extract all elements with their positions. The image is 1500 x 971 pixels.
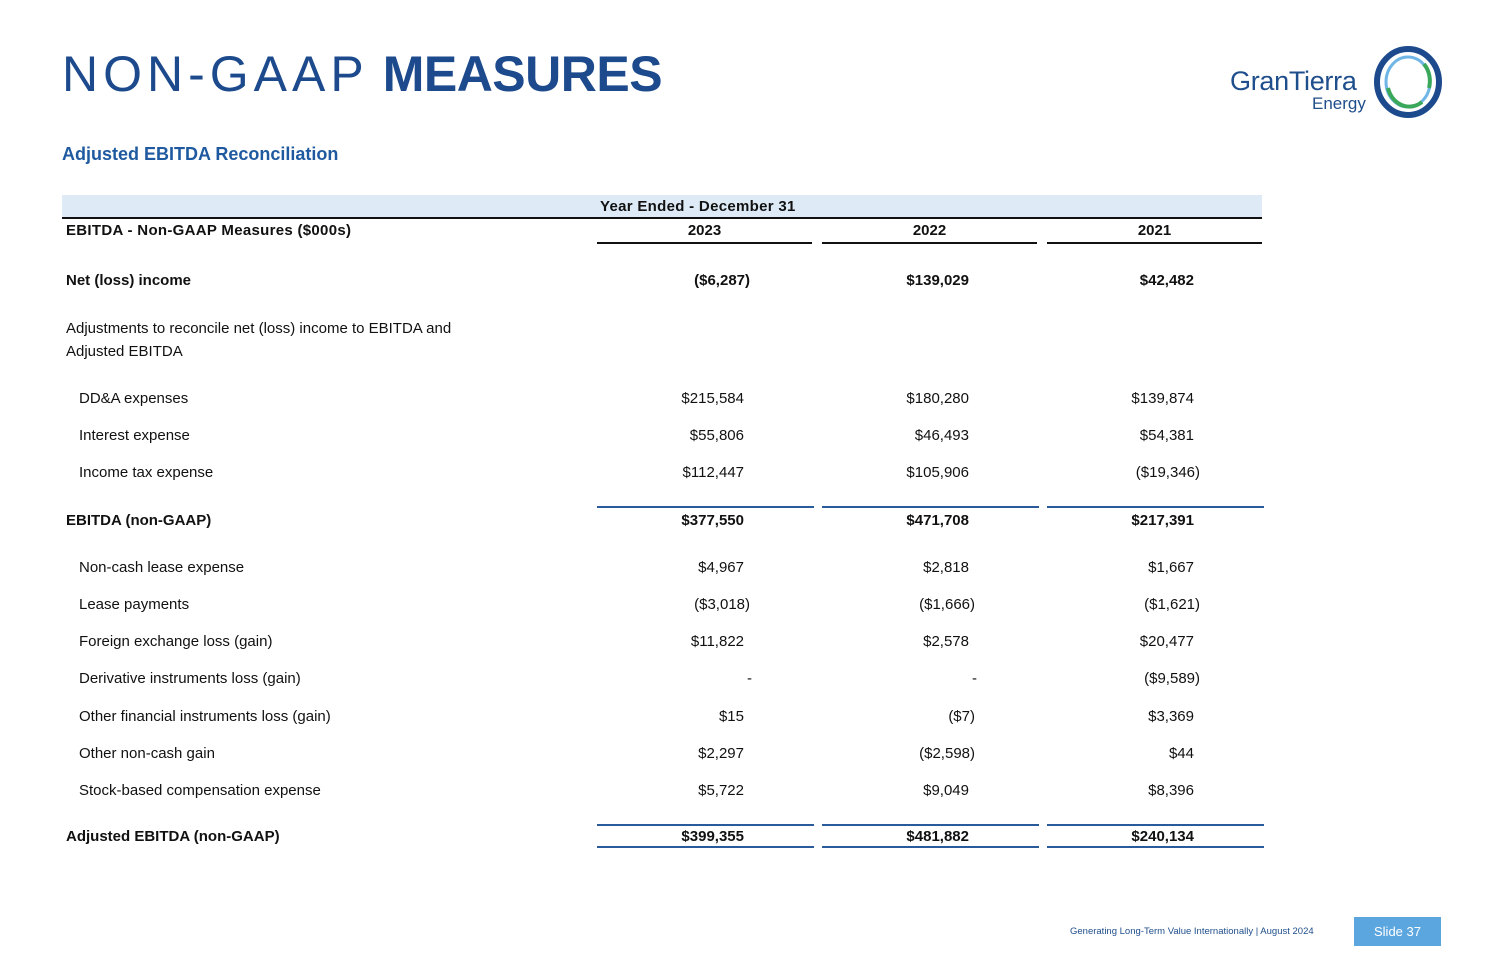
table-row-other-noncash <box>0 745 1500 767</box>
row-label: Income tax expense <box>79 464 214 481</box>
cell-2023: $2,297 <box>698 745 744 762</box>
cell-2022: $139,029 <box>906 272 969 289</box>
cell-2023: ($3,018) <box>694 596 750 613</box>
subtotal-rule <box>822 506 1039 508</box>
cell-2021: $240,134 <box>1131 828 1194 845</box>
row-label: Non-cash lease expense <box>79 559 245 576</box>
cell-2022: ($1,666) <box>919 596 975 613</box>
cell-2022: $105,906 <box>906 464 969 481</box>
cell-2021: $42,482 <box>1139 272 1194 289</box>
title-bold: MEASURES <box>382 46 663 102</box>
cell-2021: $217,391 <box>1131 512 1194 529</box>
table-row-income-tax <box>0 464 1500 486</box>
cell-2021: $20,477 <box>1139 633 1194 650</box>
title-light: NON-GAAP <box>62 46 369 102</box>
row-label: Lease payments <box>79 596 190 613</box>
year-header-2022: 2022 <box>822 222 1037 244</box>
cell-2021: $54,381 <box>1139 427 1194 444</box>
row-header: EBITDA - Non-GAAP Measures ($000s) <box>66 222 352 239</box>
cell-2021: $3,369 <box>1148 708 1194 725</box>
total-rule-top <box>822 824 1039 826</box>
table-row-fx <box>0 633 1500 655</box>
cell-2023: - <box>747 670 752 687</box>
cell-2022: ($2,598) <box>919 745 975 762</box>
cell-2023: $15 <box>718 708 744 725</box>
subtotal-rule <box>1047 506 1264 508</box>
total-rule-bottom <box>1047 846 1264 848</box>
row-label: DD&A expenses <box>79 390 189 407</box>
table-row-derivatives <box>0 670 1500 692</box>
cell-2021: ($1,621) <box>1144 596 1200 613</box>
row-label: Other financial instruments loss (gain) <box>79 708 331 725</box>
cell-2023: $112,447 <box>682 464 744 481</box>
row-label: Adjusted EBITDA (non-GAAP) <box>66 828 280 845</box>
cell-2022: $9,049 <box>923 782 969 799</box>
cell-2023: $215,584 <box>681 390 744 407</box>
table-row-other-financial <box>0 708 1500 730</box>
cell-2023: ($6,287) <box>694 272 750 289</box>
subtotal-rule <box>597 506 814 508</box>
cell-2022: $46,493 <box>914 427 969 444</box>
row-label: Derivative instruments loss (gain) <box>79 670 301 687</box>
cell-2021: ($19,346) <box>1135 464 1200 481</box>
cell-2023: $4,967 <box>698 559 744 576</box>
cell-2022: $471,708 <box>906 512 969 529</box>
row-label: Other non-cash gain <box>79 745 215 762</box>
table-row-ebitda <box>0 512 1500 534</box>
table-row-lease-payments <box>0 596 1500 618</box>
year-header-2023: 2023 <box>597 222 812 244</box>
table-row-interest <box>0 427 1500 449</box>
cell-2022: - <box>972 670 977 687</box>
slide-number-badge: Slide 37 <box>1354 917 1441 946</box>
cell-2023: $399,355 <box>681 828 744 845</box>
cell-2022: $481,882 <box>906 828 969 845</box>
logo-name: GranTierra <box>1230 66 1357 96</box>
cell-2022: $2,578 <box>923 633 969 650</box>
cell-2023: $377,550 <box>681 512 744 529</box>
cell-2021: $8,396 <box>1148 782 1194 799</box>
row-label: EBITDA (non-GAAP) <box>66 512 212 529</box>
row-label: Foreign exchange loss (gain) <box>79 633 273 650</box>
section-subtitle: Adjusted EBITDA Reconciliation <box>62 144 339 164</box>
cell-2022: $180,280 <box>906 390 969 407</box>
cell-2021: $1,667 <box>1148 559 1194 576</box>
cell-2021: $44 <box>1168 745 1194 762</box>
table-row-dda <box>0 390 1500 412</box>
row-label: Interest expense <box>79 427 190 444</box>
cell-2023: $55,806 <box>689 427 744 444</box>
logo-rings-icon <box>1372 44 1444 120</box>
cell-2022: $2,818 <box>923 559 969 576</box>
footer-tagline: Generating Long-Term Value Internationally | August 2024 <box>1070 926 1314 937</box>
year-header-2021: 2021 <box>1047 222 1262 244</box>
row-label: Stock-based compensation expense <box>79 782 321 799</box>
table-row-net-income <box>0 272 1500 294</box>
total-rule-top <box>1047 824 1264 826</box>
total-rule-bottom <box>822 846 1039 848</box>
logo-sub: Energy <box>1312 94 1366 113</box>
period-header: Year Ended - December 31 <box>600 198 796 215</box>
page-title <box>62 44 662 104</box>
cell-2023: $11,822 <box>690 633 744 650</box>
cell-2023: $5,722 <box>698 782 744 799</box>
adjustments-note: Adjustments to reconcile net (loss) income to EBITDA and Adjusted EBITDA <box>66 320 452 360</box>
cell-2022: ($7) <box>948 708 975 725</box>
total-rule-top <box>597 824 814 826</box>
period-header-band <box>62 195 1262 219</box>
company-logo <box>1228 44 1448 120</box>
table-row-stock-comp <box>0 782 1500 804</box>
cell-2021: $139,874 <box>1131 390 1194 407</box>
table-row-lease-expense <box>0 559 1500 581</box>
total-rule-bottom <box>597 846 814 848</box>
cell-2021: ($9,589) <box>1144 670 1200 687</box>
row-label: Net (loss) income <box>66 272 192 289</box>
